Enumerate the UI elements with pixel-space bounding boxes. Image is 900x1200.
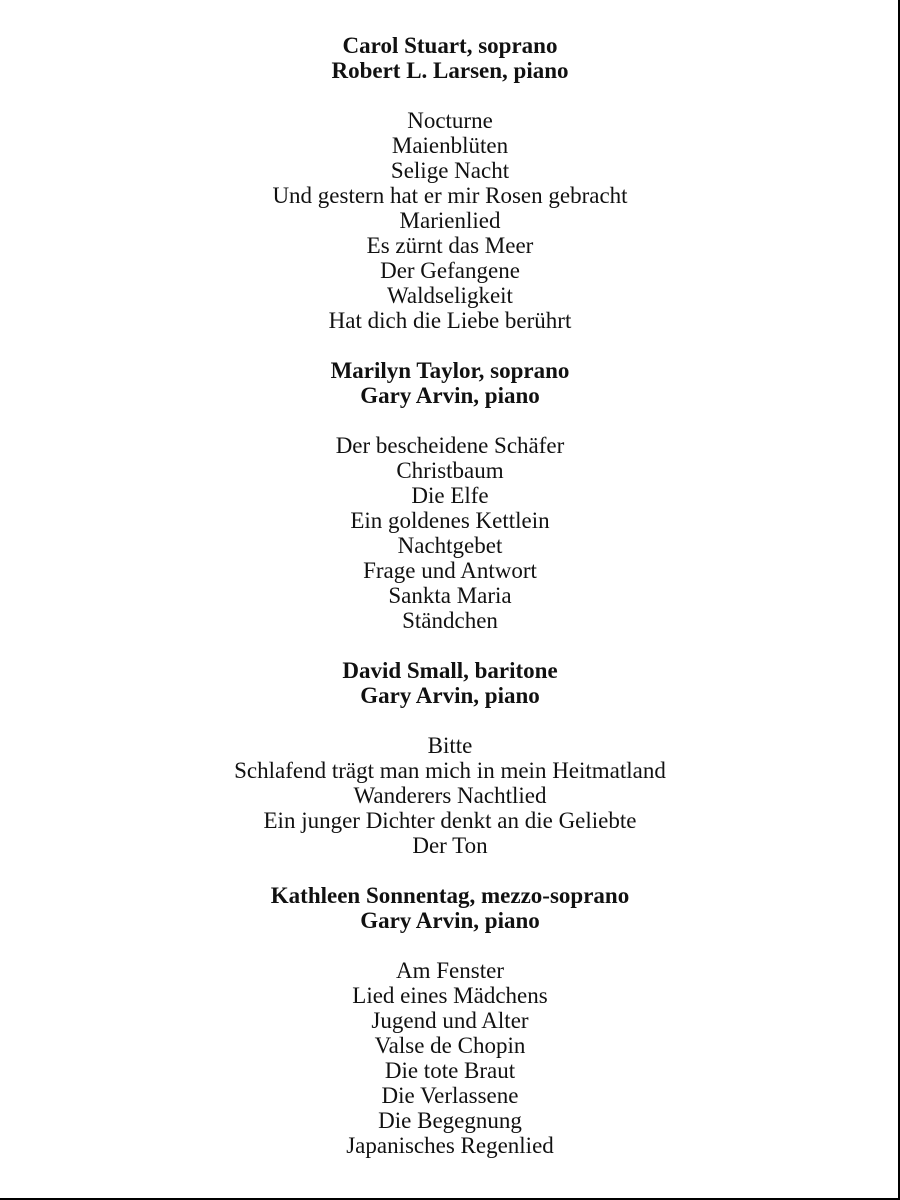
section-spacer: [0, 408, 900, 433]
section-spacer: [0, 333, 900, 358]
song-title: Ständchen: [402, 608, 498, 633]
section-spacer: [0, 633, 900, 658]
song-title: Der bescheidene Schäfer: [335, 433, 565, 458]
program-section: [0, 658, 900, 883]
program-section: [0, 358, 900, 658]
song-title: Schlafend trägt man mich in mein Heitmatland: [234, 758, 666, 783]
song-title: Selige Nacht: [390, 158, 510, 183]
song-title: Lied eines Mädchens: [352, 983, 548, 1008]
song-title: Sankta Maria: [388, 583, 512, 608]
song-title: Wanderers Nachtlied: [353, 783, 547, 808]
song-title: Die Begegnung: [378, 1108, 522, 1133]
section-spacer: [0, 858, 900, 883]
performer-line: David Small, baritone: [342, 658, 558, 683]
performer-line: Carol Stuart, soprano: [342, 33, 558, 58]
song-title: Und gestern hat er mir Rosen gebracht: [272, 183, 628, 208]
performer-line: Gary Arvin, piano: [360, 383, 540, 408]
song-title: Waldseligkeit: [387, 283, 513, 308]
performer-line: Kathleen Sonnentag, mezzo-soprano: [270, 883, 630, 908]
section-spacer: [0, 708, 900, 733]
performer-line: Gary Arvin, piano: [360, 683, 540, 708]
song-title: Es zürnt das Meer: [366, 233, 534, 258]
song-title: Marienlied: [399, 208, 501, 233]
song-title: Die Elfe: [411, 483, 489, 508]
song-title: Japanisches Regenlied: [346, 1133, 554, 1158]
recital-program: [0, 33, 900, 1158]
song-title: Frage und Antwort: [363, 558, 537, 583]
song-title: Bitte: [427, 733, 473, 758]
song-title: Die tote Braut: [384, 1058, 516, 1083]
song-title: Am Fenster: [396, 958, 504, 983]
performer-line: Marilyn Taylor, soprano: [330, 358, 570, 383]
song-title: Die Verlassene: [381, 1083, 519, 1108]
song-title: Ein goldenes Kettlein: [350, 508, 550, 533]
performer-line: Gary Arvin, piano: [360, 908, 540, 933]
song-title: Maienblüten: [391, 133, 509, 158]
song-title: Christbaum: [396, 458, 504, 483]
performer-line: Robert L. Larsen, piano: [331, 58, 569, 83]
song-title: Jugend und Alter: [371, 1008, 529, 1033]
program-section: [0, 883, 900, 1158]
song-title: Der Ton: [412, 833, 488, 858]
song-title: Hat dich die Liebe berührt: [328, 308, 572, 333]
section-spacer: [0, 933, 900, 958]
song-title: Der Gefangene: [380, 258, 520, 283]
song-title: Valse de Chopin: [374, 1033, 526, 1058]
program-section: [0, 33, 900, 358]
song-title: Nocturne: [407, 108, 493, 133]
section-spacer: [0, 83, 900, 108]
song-title: Nachtgebet: [397, 533, 503, 558]
song-title: Ein junger Dichter denkt an die Geliebte: [263, 808, 637, 833]
